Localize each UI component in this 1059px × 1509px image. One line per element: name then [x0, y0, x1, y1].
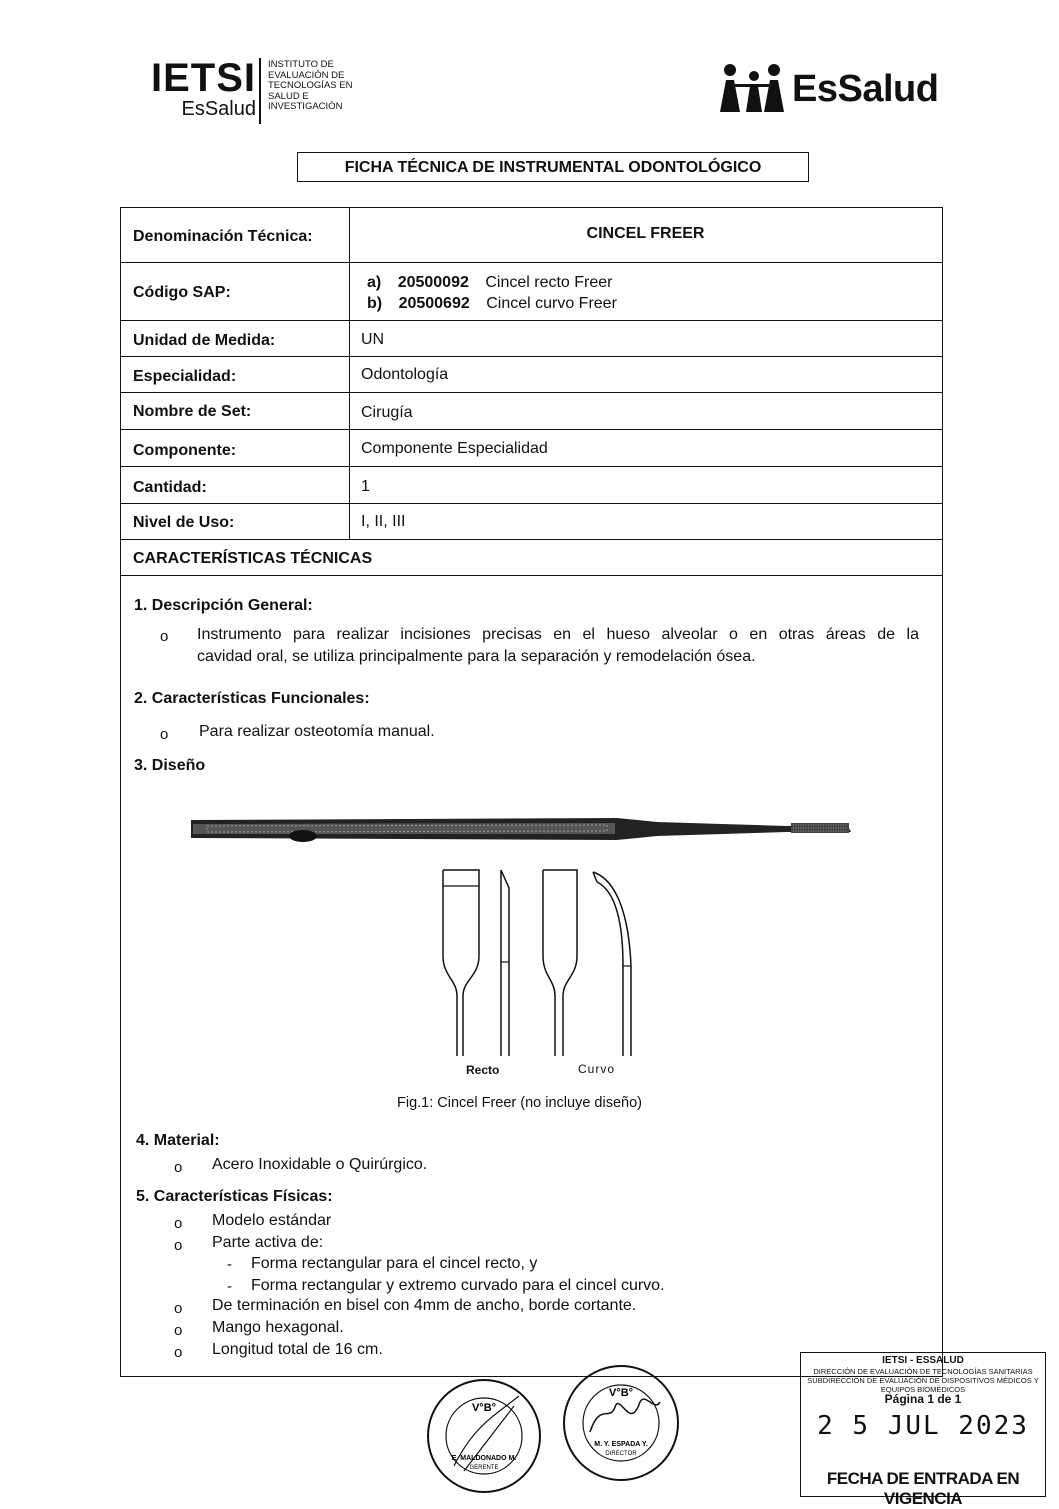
ietsi-logo-subtext: EsSalud	[181, 98, 256, 120]
row-cantidad	[121, 467, 942, 504]
vigencia-sub-line: DIRECCIÓN DE EVALUACIÓN DE TECNOLOGÍAS SANITARIAS	[813, 1367, 1033, 1376]
ietsi-logo	[126, 58, 256, 128]
codigo-item	[367, 272, 617, 293]
row-denominacion	[121, 208, 942, 263]
denominacion-value: CINCEL FREER	[586, 225, 705, 242]
family-icon	[716, 62, 796, 116]
vb-stamp-director	[560, 1362, 682, 1484]
nivel-value: I, II, III	[361, 513, 406, 530]
vb-stamp-role: GERENTE	[469, 1465, 499, 1471]
vb-stamp-name: E. MALDONADO M.	[451, 1455, 517, 1462]
codigo-label: Código SAP:	[133, 284, 231, 301]
vigencia-sub-line: SUBDIRECCIÓN DE EVALUACIÓN DE DISPOSITIVOS MÉDICOS Y EQUIPOS BIOMÉDICOS	[807, 1376, 1039, 1394]
especialidad-label: Especialidad:	[133, 368, 237, 385]
codigo-item	[367, 293, 617, 314]
dash-bullet: -	[227, 1278, 232, 1295]
section-5-line: Mango hexagonal.	[212, 1319, 344, 1336]
bullet: o	[160, 726, 169, 743]
section-5-line: Parte activa de:	[212, 1234, 324, 1251]
chisel-instrument-image	[187, 804, 857, 852]
denominacion-label: Denominación Técnica:	[133, 228, 313, 245]
bullet: o	[174, 1300, 183, 1317]
componente-value: Componente Especialidad	[361, 440, 548, 457]
row-unidad	[121, 321, 942, 357]
vb-stamp-gerente	[424, 1376, 544, 1496]
nivel-label: Nivel de Uso:	[133, 514, 235, 531]
row-caracteristicas-heading	[121, 540, 942, 576]
figure-caption: Fig.1: Cincel Freer (no incluye diseño)	[397, 1095, 642, 1111]
row-nombre-set	[121, 393, 942, 430]
row-componente	[121, 430, 942, 467]
row-especialidad	[121, 357, 942, 393]
section-3-title: 3. Diseño	[134, 757, 206, 774]
row-nivel-uso	[121, 504, 942, 540]
bullet: o	[160, 628, 169, 645]
vigencia-date: 2 5 JUL 2023	[817, 1411, 1029, 1441]
vb-stamp-role: DIRECTOR	[605, 1451, 637, 1457]
fig-label-recto: Recto	[466, 1063, 500, 1077]
essalud-logo	[716, 62, 939, 116]
institute-line: INSTITUTO DE	[268, 59, 334, 70]
dash-bullet: -	[227, 1256, 232, 1273]
set-value: Cirugía	[361, 404, 413, 421]
set-label: Nombre de Set:	[133, 403, 252, 420]
vigencia-footer: FECHA DE ENTRADA EN VIGENCIA	[826, 1469, 1020, 1508]
institute-line: EVALUACIÓN DE	[268, 69, 345, 81]
section-1-line: cavidad oral, se utiliza principalmente para la separación y remodelación ósea.	[197, 648, 756, 665]
codigo-desc: Cincel recto Freer	[485, 274, 613, 291]
codigo-letter: b)	[367, 295, 383, 312]
componente-label: Componente:	[133, 442, 237, 459]
codigo-number: 20500692	[398, 295, 470, 312]
codigo-list	[367, 272, 617, 314]
bullet: o	[174, 1237, 183, 1254]
vb-stamp-title: V°B°	[471, 1402, 497, 1414]
vigencia-stamp	[800, 1352, 1046, 1508]
section-1-title: 1. Descripción General:	[134, 597, 313, 614]
fig-label-curvo: Curvo	[578, 1062, 616, 1076]
section-1-line: Instrumento para realizar incisiones precisas en el hueso alveolar o en otras áreas de la	[197, 626, 919, 643]
section-5-line: De terminación en bisel con 4mm de ancho, borde cortante.	[212, 1297, 637, 1314]
section-5-subline: Forma rectangular para el cincel recto, y	[251, 1255, 538, 1272]
vigencia-page: Página 1 de 1	[884, 1392, 962, 1406]
ietsi-institute-name	[268, 60, 388, 113]
vb-stamp-title: V°B°	[608, 1387, 634, 1399]
bullet: o	[174, 1322, 183, 1339]
document-title: FICHA TÉCNICA DE INSTRUMENTAL ODONTOLÓGICO	[297, 152, 809, 182]
bullet: o	[174, 1215, 183, 1232]
section-4-line: Acero Inoxidable o Quirúrgico.	[212, 1156, 428, 1173]
spec-table	[120, 207, 943, 1377]
codigo-desc: Cincel curvo Freer	[486, 295, 617, 312]
institute-line: SALUD E	[268, 90, 309, 102]
section-4-title: 4. Material:	[136, 1132, 220, 1149]
essalud-logo-text: EsSalud	[792, 68, 939, 110]
cantidad-value: 1	[361, 478, 370, 495]
bullet: o	[174, 1159, 183, 1176]
section-2-line: Para realizar osteotomía manual.	[199, 723, 435, 740]
row-codigo-sap	[121, 263, 942, 321]
section-5-line: Longitud total de 16 cm.	[212, 1341, 383, 1358]
caracteristicas-heading: CARACTERÍSTICAS TÉCNICAS	[133, 550, 373, 567]
logo-divider	[259, 58, 261, 124]
section-5-line: Modelo estándar	[212, 1212, 332, 1229]
vigencia-header: IETSI - ESSALUD	[882, 1355, 964, 1366]
institute-line: INVESTIGACIÓN	[268, 101, 343, 112]
institute-line: TECNOLOGÍAS EN	[268, 80, 353, 91]
section-5-subline: Forma rectangular y extremo curvado para el cincel curvo.	[251, 1277, 665, 1294]
section-5-title: 5. Características Físicas:	[136, 1188, 333, 1205]
codigo-letter: a)	[367, 274, 382, 291]
unidad-label: Unidad de Medida:	[133, 332, 276, 349]
chisel-profile-diagram	[425, 866, 655, 1066]
ietsi-logo-text: IETSI	[150, 56, 256, 100]
section-2-title: 2. Características Funcionales:	[134, 690, 370, 707]
unidad-value: UN	[361, 331, 385, 348]
especialidad-value: Odontología	[361, 366, 449, 383]
vigencia-subheader	[805, 1367, 1041, 1404]
codigo-number: 20500092	[397, 274, 469, 291]
vb-stamp-name: M. Y. ESPADA Y.	[594, 1441, 648, 1448]
cantidad-label: Cantidad:	[133, 479, 207, 496]
bullet: o	[174, 1344, 183, 1361]
